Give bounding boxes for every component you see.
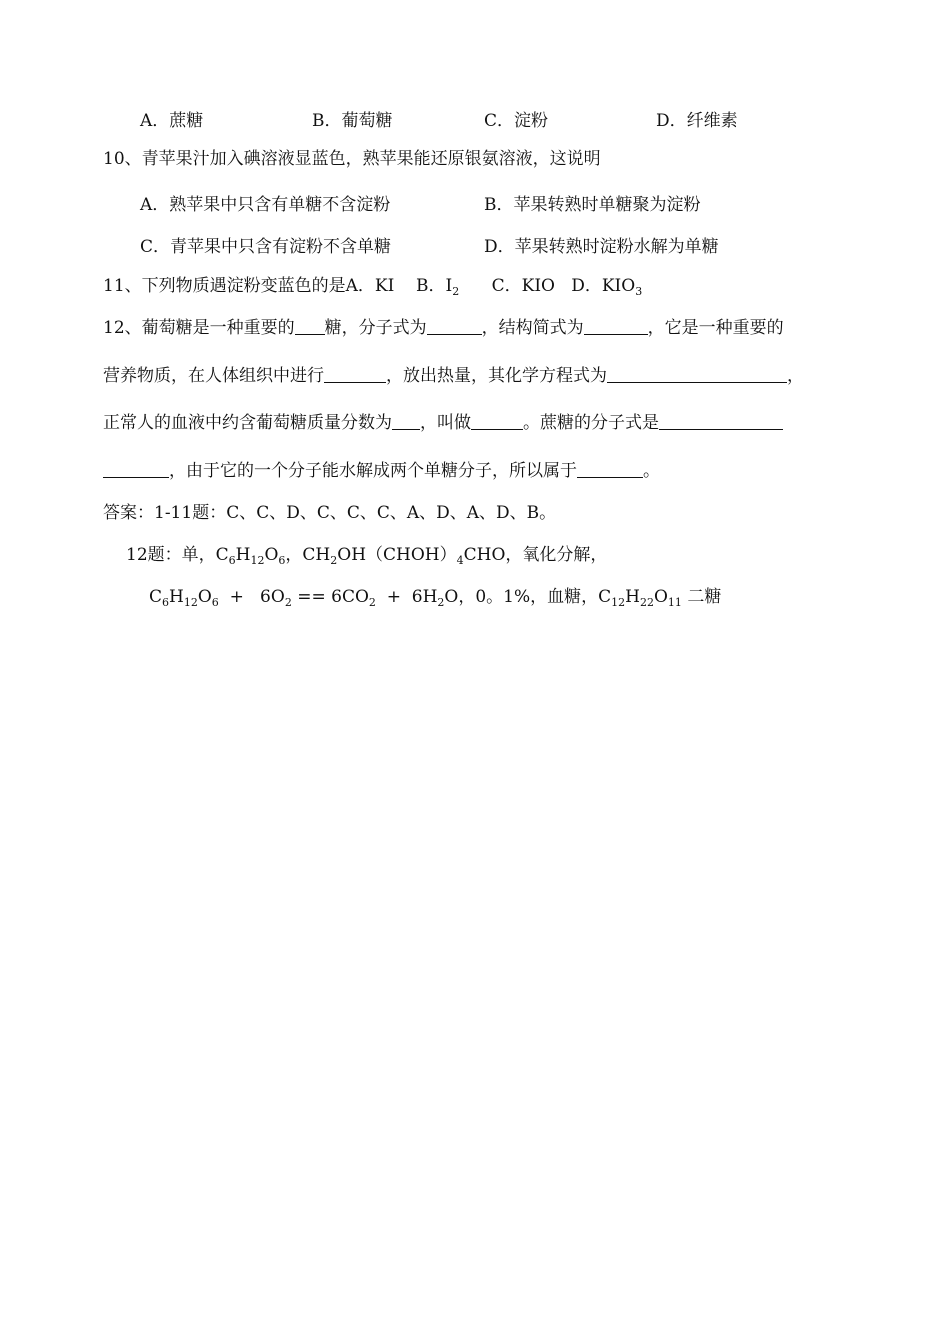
q12-text: 营养物质，在人体组织中进行 <box>103 366 324 386</box>
q11-stem: 11、下列物质遇淀粉变蓝色的是 <box>103 276 346 296</box>
answer-text: 二糖 <box>687 587 722 607</box>
q10-stem: 10、青苹果汁加入碘溶液显蓝色，熟苹果能还原银氨溶液，这说明 <box>103 149 601 169</box>
formula-sucrose: $C_{12}H_{22}O_{11}$ <box>598 587 682 609</box>
blank <box>103 461 169 478</box>
q9-option-d: D．纤维素 <box>656 111 738 131</box>
q11-line <box>103 275 642 297</box>
blank <box>659 413 783 430</box>
q12-text: 糖，分子式为 <box>324 318 427 338</box>
formula-structure: $CH_2OH(CHOH)_4CHO$ <box>302 545 506 567</box>
answer-line-3: $C_6H_{12}O_6 + 6O_2 == 6CO_2 + 6H_2O$，0。1%，血糖，$C_{12}H_{22}O_{11}$ 二糖 <box>149 587 722 609</box>
q11-option-b: B．$I_2$ <box>415 276 460 298</box>
q12-text: 12、葡萄糖是一种重要的 <box>103 318 295 338</box>
q12-text: 。 <box>643 461 660 481</box>
blank <box>295 318 325 335</box>
q12-text: ，叫做 <box>420 413 471 433</box>
q11-option-d: D．$KIO_3$ <box>571 276 643 298</box>
q12-line-3 <box>103 412 783 434</box>
blank <box>324 366 386 383</box>
blank <box>392 413 420 430</box>
q10-option-d: D．苹果转熟时淀粉水解为单糖 <box>484 237 719 257</box>
q11-option-c: C．KIO <box>491 276 555 296</box>
q9-option-b: B．葡萄糖 <box>312 111 393 131</box>
blank <box>584 318 648 335</box>
q12-text: ，放出热量，其化学方程式为 <box>386 366 607 386</box>
answer-line-1: 答案：1-11题：C、C、D、C、C、C、A、D、A、D、B。 <box>103 503 557 523</box>
formula-glucose: $C_6H_{12}O_6$ <box>215 545 286 567</box>
q12-text: ，结构简式为 <box>481 318 584 338</box>
equals-sign: == <box>297 587 326 607</box>
q12-line-4 <box>103 460 660 482</box>
blank <box>471 413 523 430</box>
q9-option-a: A．蔗糖 <box>140 111 204 131</box>
q12-text: ，由于它的一个分子能水解成两个单糖分子，所以属于 <box>169 461 577 481</box>
q9-option-c: C．淀粉 <box>484 111 549 131</box>
q12-text: ， <box>787 366 804 386</box>
q10-option-b: B．苹果转熟时单糖聚为淀粉 <box>484 195 701 215</box>
q12-line-1 <box>103 317 784 339</box>
q12-text: ，它是一种重要的 <box>647 318 784 338</box>
blank <box>427 318 482 335</box>
answer-text: ，0。1%，血糖， <box>458 587 599 607</box>
formula-glucose: $C_6H_{12}O_6$ <box>149 587 219 609</box>
plus-sign: + <box>386 587 401 607</box>
q12-text: 。蔗糖的分子式是 <box>523 413 659 433</box>
q10-option-c: C．青苹果中只含有淀粉不含单糖 <box>140 237 392 257</box>
q10-option-a: A．熟苹果中只含有单糖不含淀粉 <box>140 195 391 215</box>
q12-text: 正常人的血液中约含葡萄糖质量分数为 <box>103 413 392 433</box>
q11-option-a: A．KI <box>345 276 395 296</box>
blank <box>607 366 787 383</box>
answer-text: 12题：单， <box>126 545 216 565</box>
q12-line-2 <box>103 365 804 387</box>
blank <box>577 461 643 478</box>
answer-line-2: 12题：单，$C_6H_{12}O_6$，$CH_2OH(CHOH)_4CHO$，氧化分解， <box>126 545 608 567</box>
plus-sign: + <box>229 587 244 607</box>
answer-text: ，氧化分解， <box>505 545 608 565</box>
